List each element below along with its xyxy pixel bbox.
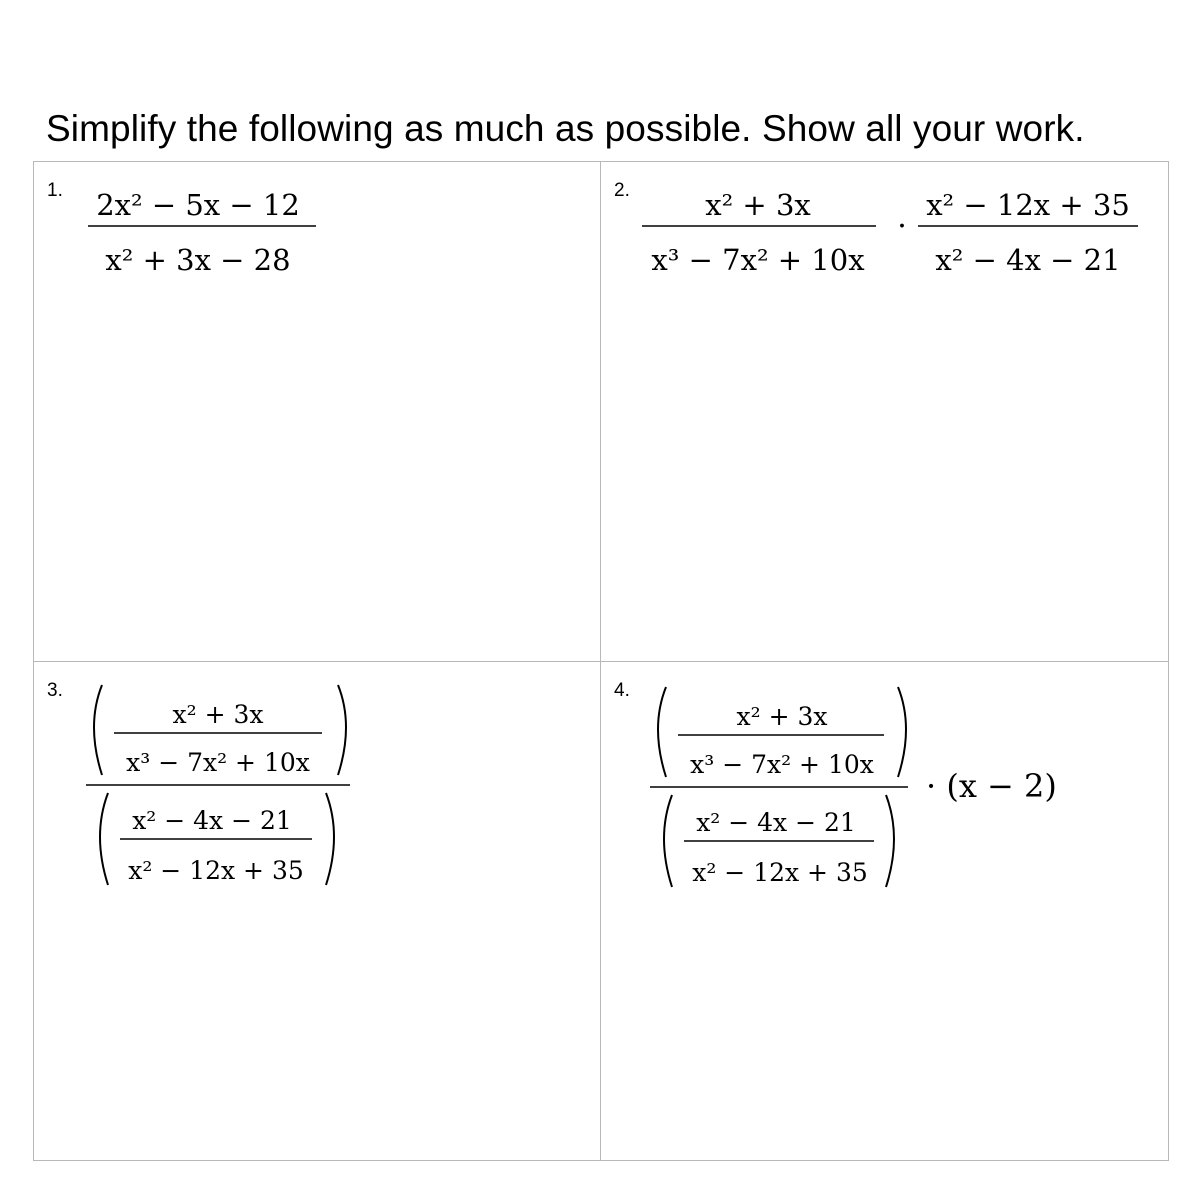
problem-3-bottom-right-paren xyxy=(326,793,334,885)
problem-2-fraction-2-numerator: x² − 12x + 35 xyxy=(926,188,1130,222)
problem-4-top-denominator: x³ − 7x² + 10x xyxy=(690,750,874,779)
problem-3-bottom-numerator: x² − 4x − 21 xyxy=(132,806,292,835)
problem-1-numerator: 2x² − 5x − 12 xyxy=(96,188,300,222)
instructions-heading: Simplify the following as much as possible. Show all your work. xyxy=(46,108,1085,149)
problem-3-top-numerator: x² + 3x xyxy=(172,700,264,729)
problem-4-bottom-left-paren xyxy=(664,795,672,887)
problem-2-expression xyxy=(640,170,1150,290)
problem-1-expression xyxy=(80,170,340,290)
problem-2-operator: · xyxy=(897,209,907,244)
problem-2-number: 2. xyxy=(614,180,630,201)
problem-4-top-left-paren xyxy=(658,687,666,777)
problem-2-fraction-1-numerator: x² + 3x xyxy=(705,188,811,222)
problem-4-bottom-right-paren xyxy=(886,795,894,887)
problem-3-bottom-denominator: x² − 12x + 35 xyxy=(128,856,304,885)
problem-1-denominator: x² + 3x − 28 xyxy=(105,243,291,277)
problem-4-multiplier: · (x − 2) xyxy=(926,767,1057,805)
problem-3-bottom-left-paren xyxy=(100,793,108,885)
problem-3-top-denominator: x³ − 7x² + 10x xyxy=(126,748,310,777)
grid-divider-horizontal xyxy=(33,661,1169,662)
problem-4-bottom-denominator: x² − 12x + 35 xyxy=(692,858,868,887)
problem-2-fraction-2-denominator: x² − 4x − 21 xyxy=(935,243,1121,277)
problem-2-fraction-1-denominator: x³ − 7x² + 10x xyxy=(651,243,865,277)
problem-4-bottom-numerator: x² − 4x − 21 xyxy=(696,808,856,837)
problem-4-number: 4. xyxy=(614,680,630,701)
problem-3-top-left-paren xyxy=(94,685,102,775)
problem-3-expression xyxy=(80,675,370,895)
problem-3-number: 3. xyxy=(47,680,63,701)
problem-4-top-numerator: x² + 3x xyxy=(736,702,828,731)
problem-1-number: 1. xyxy=(47,180,63,201)
problem-4-expression xyxy=(646,675,1086,895)
problem-4-top-right-paren xyxy=(898,687,906,777)
problem-3-top-right-paren xyxy=(338,685,346,775)
